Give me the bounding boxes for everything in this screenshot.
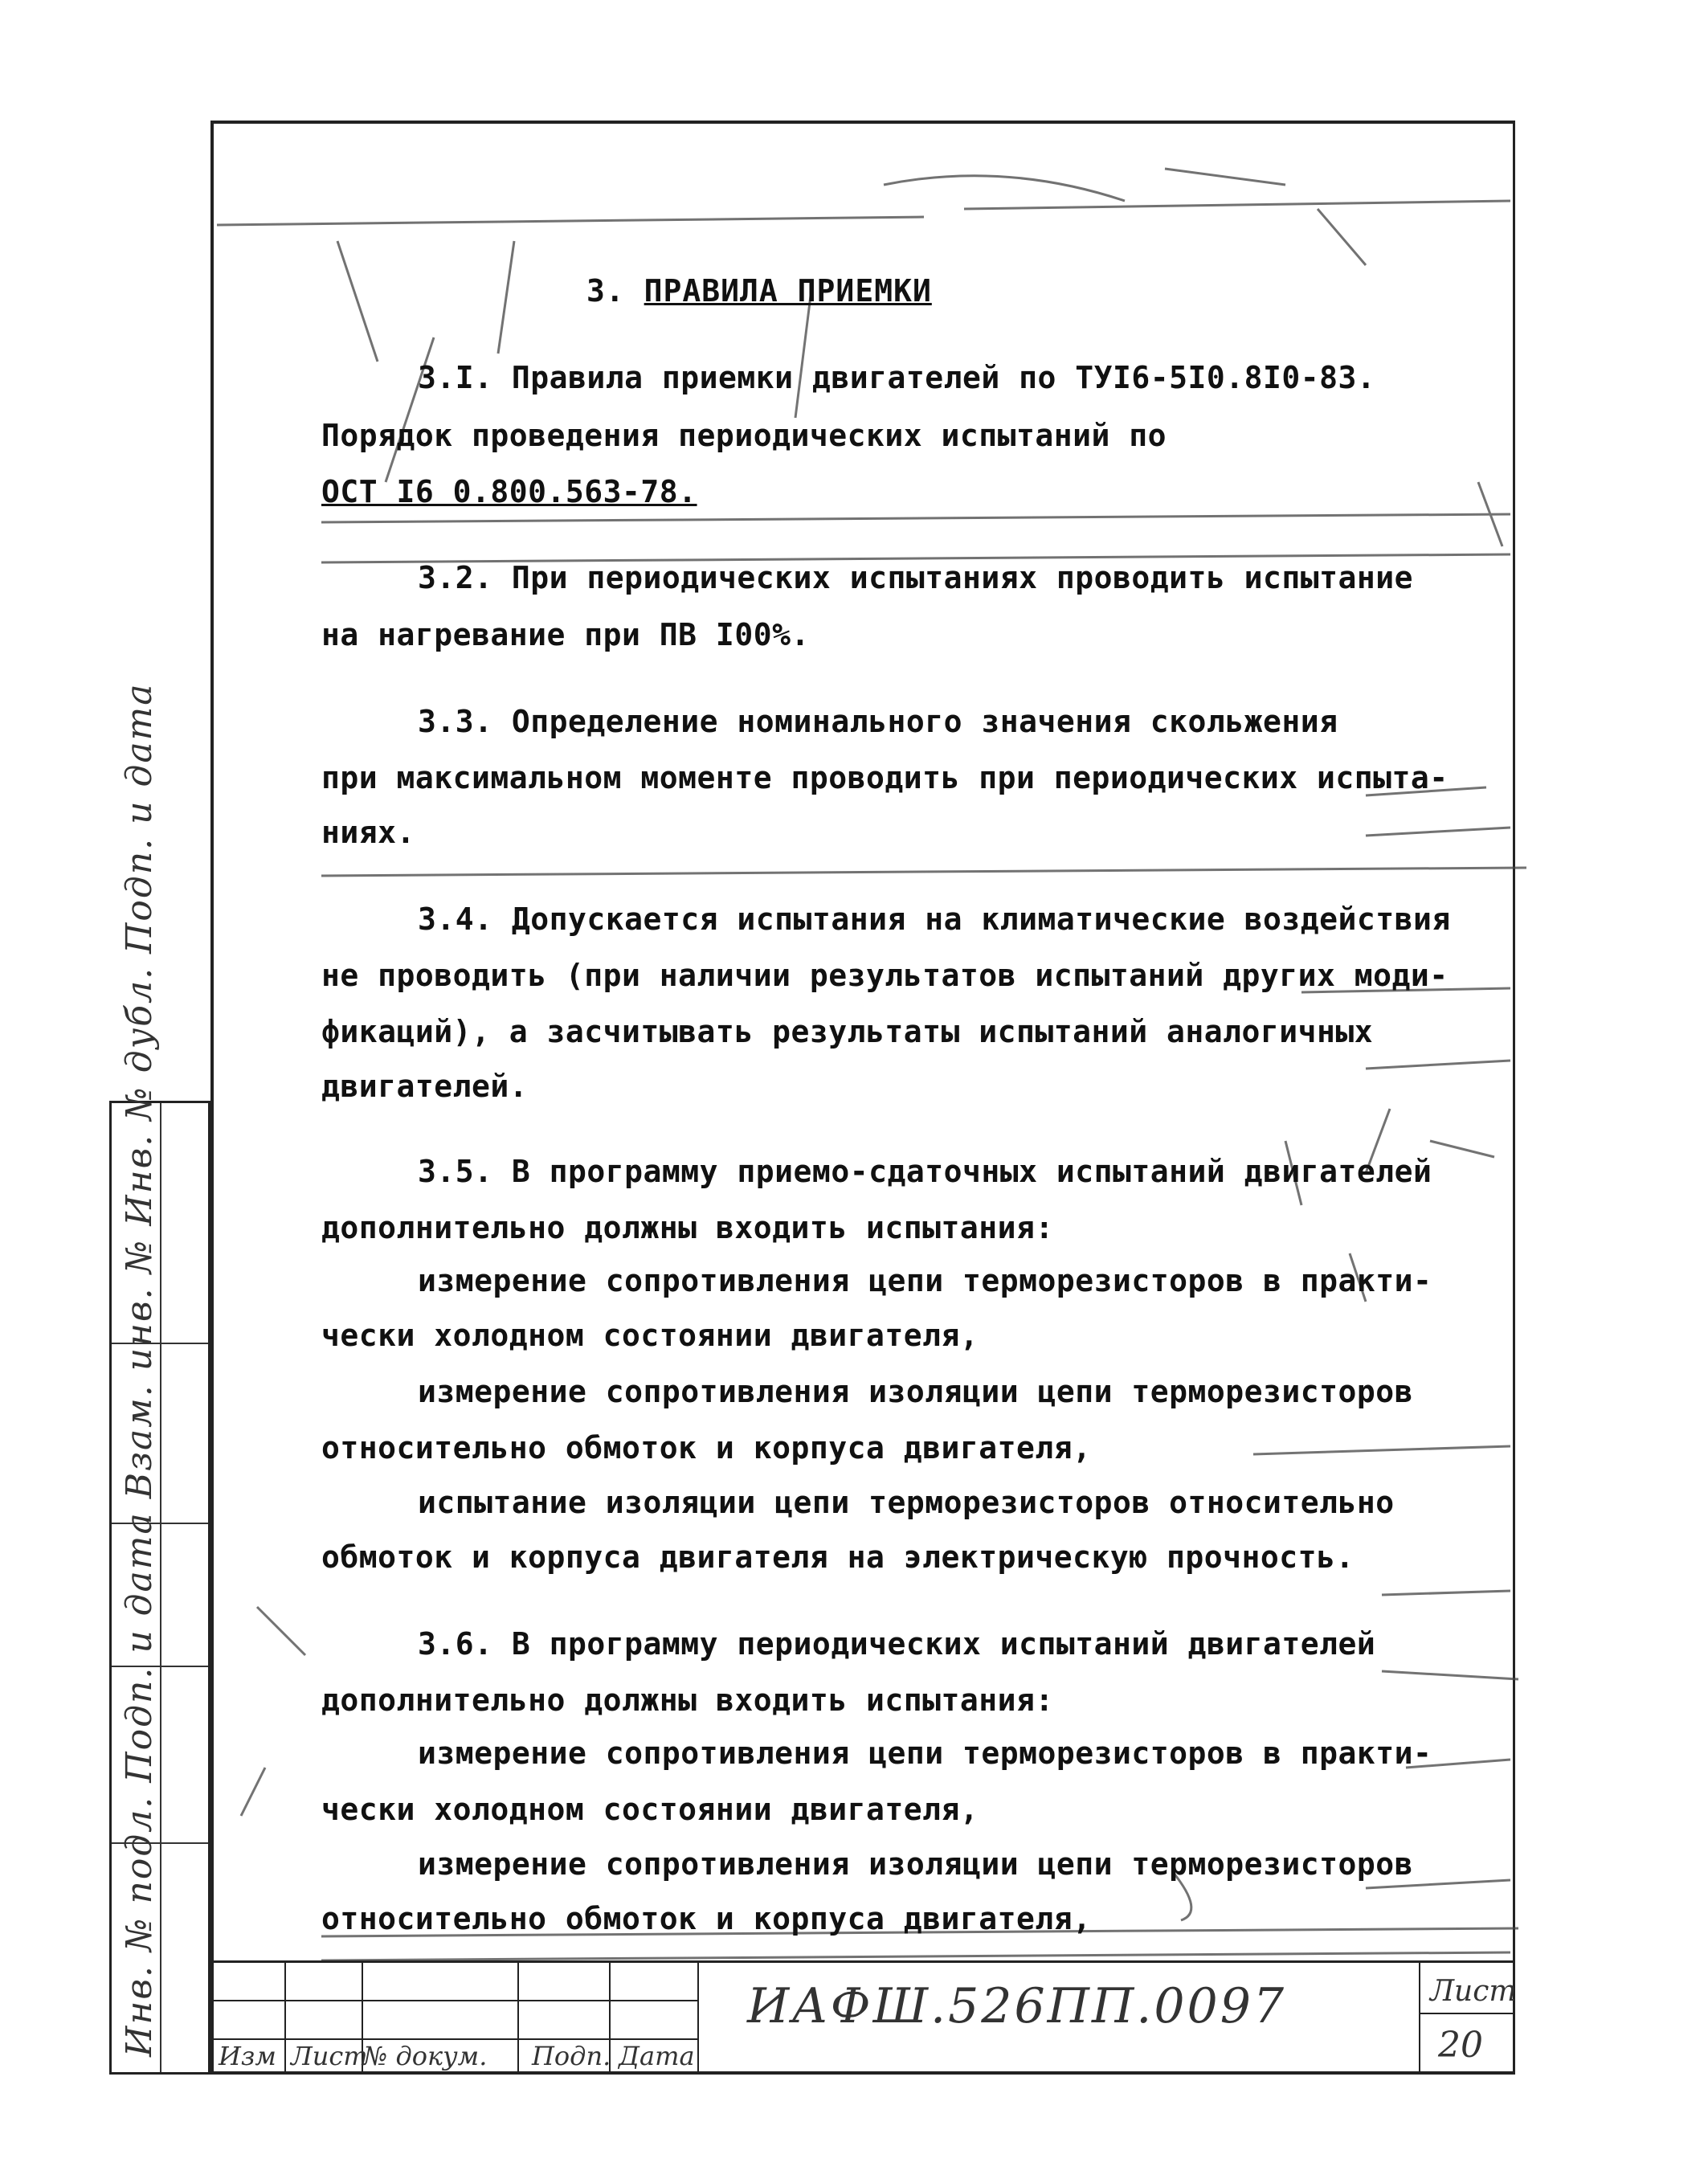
paragraph-line: обмоток и корпуса двигателя на электрическую прочность. <box>321 1539 1355 1575</box>
paragraph-line: измерение сопротивления цепи терморезисторов в практи- <box>418 1735 1432 1771</box>
paragraph-line: при максимальном моменте проводить при периодических испыта- <box>321 760 1449 795</box>
caption-doc-number: № докум. <box>363 2041 488 2071</box>
caption-sheet: Лист <box>291 2041 368 2071</box>
paragraph-line: ОСТ I6 0.800.563-78. <box>321 474 697 509</box>
paragraph-line: 3.3. Определение номинального значения скольжения <box>418 704 1338 739</box>
paragraph-line: дополнительно должны входить испытания: <box>321 1210 1054 1245</box>
paragraph-line: относительно обмоток и корпуса двигателя, <box>321 1430 1092 1466</box>
paragraph-line: Порядок проведения периодических испытаний по <box>321 418 1167 453</box>
paragraph-line: не проводить (при наличии результатов испытаний других моди- <box>321 958 1449 993</box>
section-number: 3. <box>586 273 625 309</box>
caption-change: Изм <box>219 2041 276 2071</box>
section-title: ПРАВИЛА ПРИЕМКИ <box>644 273 932 309</box>
paragraph-line: 3.I. Правила приемки двигателей по ТУI6-5I0.8I0-83. <box>418 360 1376 395</box>
paragraph-line: 3.6. В программу периодических испытаний двигателей <box>418 1626 1376 1662</box>
paragraph-line: на нагревание при ПВ I00%. <box>321 617 810 652</box>
paragraph-line: испытание изоляции цепи терморезисторов относительно <box>418 1485 1395 1520</box>
paragraph-line: чески холодном состоянии двигателя, <box>321 1318 979 1353</box>
caption-signature: Подп. <box>532 2041 611 2071</box>
caption-date: Дата <box>619 2041 695 2071</box>
paragraph-line: дополнительно должны входить испытания: <box>321 1682 1054 1718</box>
paragraph-line: 3.4. Допускается испытания на климатические воздействия <box>418 901 1451 937</box>
paragraph-line: 3.5. В программу приемо-сдаточных испытаний двигателей <box>418 1154 1432 1189</box>
side-stamp-text: Инв. № подл. Подп. и дата Взам. инв. № Инв. № дубл. Подп. и дата <box>119 682 160 2057</box>
paragraph-line: относительно обмоток и корпуса двигателя, <box>321 1901 1092 1936</box>
paragraph-line: измерение сопротивления цепи терморезисторов в практи- <box>418 1263 1432 1298</box>
paragraph-line: 3.2. При периодических испытаниях проводить испытание <box>418 560 1414 595</box>
paragraph-line: измерение сопротивления изоляции цепи терморезисторов <box>418 1374 1414 1409</box>
paragraph-line: чески холодном состоянии двигателя, <box>321 1792 979 1827</box>
sheet-number: 20 <box>1438 2025 1483 2066</box>
paragraph-line: измерение сопротивления изоляции цепи терморезисторов <box>418 1846 1414 1882</box>
paragraph-line: фикаций), а засчитывать результаты испытаний аналогичных <box>321 1014 1374 1049</box>
sheet-label: Лист <box>1430 1975 1517 2008</box>
paragraph-line: двигателей. <box>321 1069 529 1104</box>
document-number: ИАФШ.526ПП.0097 <box>747 1978 1287 2034</box>
section-heading <box>586 273 932 309</box>
paragraph-line: ниях. <box>321 815 415 850</box>
